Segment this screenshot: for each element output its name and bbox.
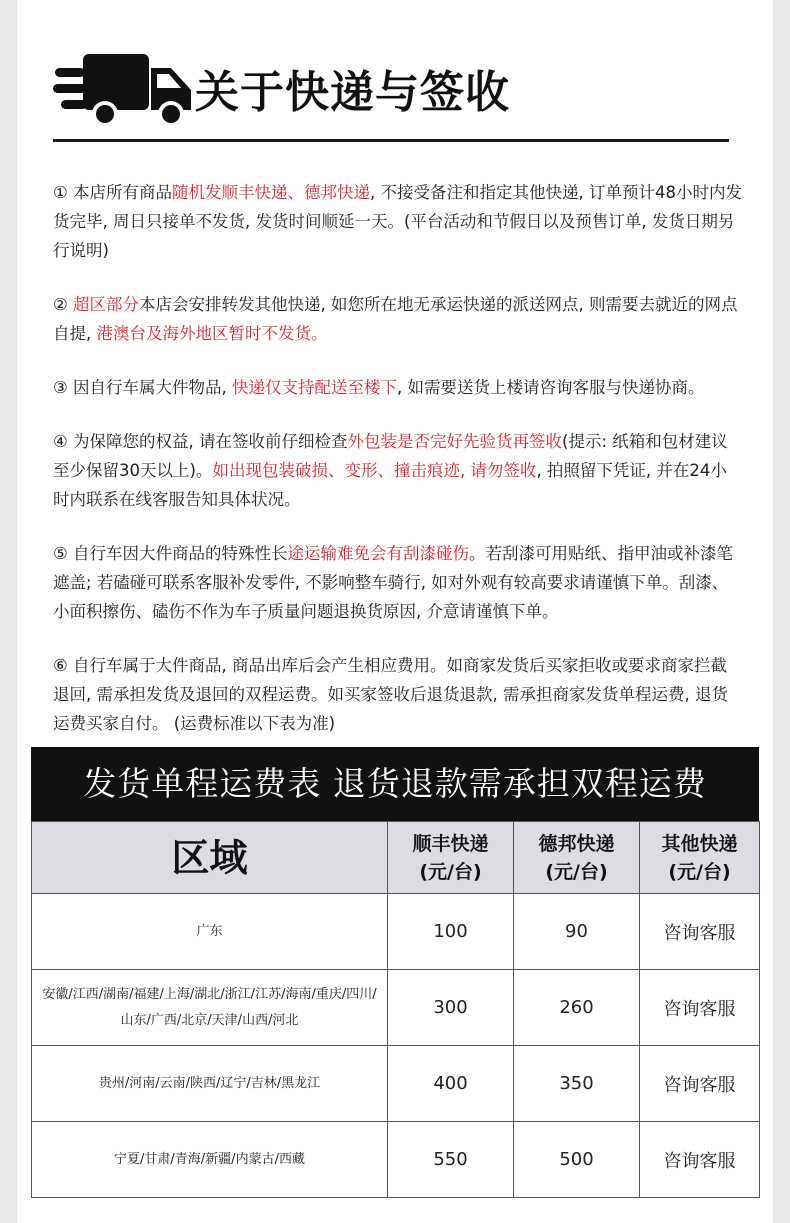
note-paragraph [53,290,743,348]
note-highlight: 途运输难免会有刮漆碰伤 [287,544,470,563]
note-text: 本店会安排转发其他快递, 如您所在地无承运快递的派送网点, 则需要去就近的网点自提, [53,295,738,343]
table-row [32,1122,760,1198]
note-text: ⑥ 自行车属于大件商品, 商品出库后会产生相应费用。如商家发货后买家拒收或要求商家拦截退回, 需承担发货及退回的双程运费。如买家签收后退货退款, 需承担商家发货单程运费, 退货运费买家自付。 (运费标准以下表为准) [53,656,728,733]
note-text: ③ 因自行车属大件物品, [53,378,233,397]
header-other-name: 其他快递 [661,832,738,855]
other-fee-cell: 咨询客服 [640,894,760,970]
header-sf-name: 顺丰快递 [412,832,489,855]
sf-fee-cell: 400 [388,1046,514,1122]
note-highlight: 港澳台及海外地区暂时不发货。 [96,324,328,343]
note-paragraph [53,651,743,738]
header-sf-unit: (元/台) [419,860,482,883]
note-highlight: 快递仅支持配送至楼下 [232,378,398,397]
sf-fee-cell: 100 [388,894,514,970]
shipping-notes [53,178,743,763]
note-paragraph [53,178,743,265]
page-header [53,40,753,150]
other-fee-cell: 咨询客服 [640,1122,760,1198]
db-fee-cell: 350 [514,1046,640,1122]
truck-icon [53,46,195,130]
table-row [32,970,760,1046]
note-text: , 不接受备注和指定其他快递, 订单预计48小时内发货完毕, 周日只接单不发货, 发货时间顺延一天。(平台活动和节假日以及预售订单, 发货日期另行说明) [53,183,743,260]
table-row [32,894,760,970]
note-highlight: 外包装是否完好先验货再签收 [347,432,563,451]
fee-table [31,821,760,1198]
table-row [32,1046,760,1122]
note-paragraph [53,427,743,514]
note-text: 。若刮漆可用贴纸、指甲油或补漆笔遮盖; 若磕碰可联系客服补发零件, 不影响整车骑行, 如对外观有较高要求请谨慎下单。刮漆、小面积擦伤、磕伤不作为车子质量问题退换货原因, 介意请谨慎下单。 [53,544,734,621]
db-fee-cell: 500 [514,1122,640,1198]
note-highlight: 超区部分 [73,295,140,314]
note-text: ② [53,295,74,314]
fee-table-banner: 发货单程运费表 退货退款需承担双程运费 [31,747,759,821]
region-cell: 贵州/河南/云南/陕西/辽宁/吉林/黑龙江 [32,1046,388,1122]
db-fee-cell: 90 [514,894,640,970]
note-text: ① 本店所有商品 [53,183,173,202]
other-fee-cell: 咨询客服 [640,970,760,1046]
db-fee-cell: 260 [514,970,640,1046]
header-other-unit: (元/台) [668,860,731,883]
header-other [640,822,760,894]
header-area: 区域 [32,822,388,894]
page-title: 关于快递与签收 [195,67,510,118]
header-divider [53,139,729,142]
header-db-unit: (元/台) [545,860,608,883]
note-text: , 拍照留下凭证, 并在24小时内联系在线客服告知具体状况。 [53,461,727,509]
region-cell: 安徽/江西/湖南/福建/上海/湖北/浙江/江苏/海南/重庆/四川/山东/广西/北京/天津/山西/河北 [32,970,388,1046]
header-db-name: 德邦快递 [538,832,615,855]
fee-table-section [31,747,759,1198]
note-paragraph [53,373,743,402]
note-paragraph [53,539,743,626]
note-text: , 如需要送货上楼请咨询客服与快递协商。 [397,378,705,397]
fee-table-header-row [32,822,760,894]
other-fee-cell: 咨询客服 [640,1046,760,1122]
header-db [514,822,640,894]
page [17,0,773,1223]
note-highlight: 如出现包装破损、变形、撞击痕迹, 请勿签收 [212,461,537,480]
note-text: ④ 为保障您的权益, 请在签收前仔细检查 [53,432,348,451]
header-sf [388,822,514,894]
sf-fee-cell: 300 [388,970,514,1046]
note-text: ⑤ 自行车因大件商品的特殊性长 [53,544,288,563]
region-cell: 广东 [32,894,388,970]
sf-fee-cell: 550 [388,1122,514,1198]
note-highlight: 随机发顺丰快递、德邦快递 [172,183,371,202]
note-text: (提示: 纸箱和包材建议至少保留30天以上)。 [53,432,728,480]
region-cell: 宁夏/甘肃/青海/新疆/内蒙古/西藏 [32,1122,388,1198]
